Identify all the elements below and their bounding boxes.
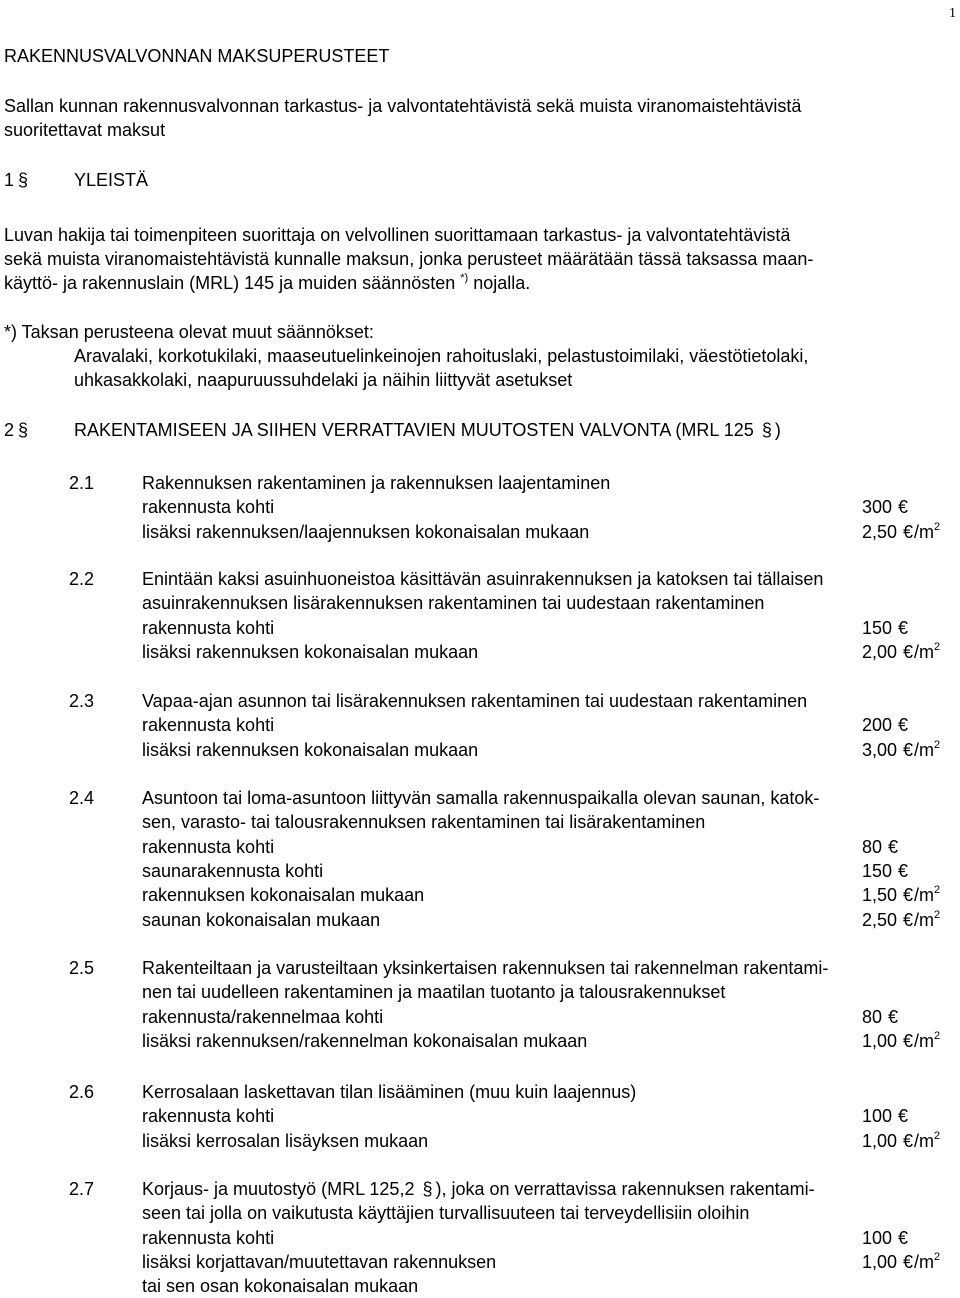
fee-amount: 3,00 [862, 739, 903, 760]
fee-unit: /m [914, 641, 935, 662]
fee-unit: /m [914, 739, 935, 760]
euro-symbol: € [898, 715, 909, 736]
squared-superscript: 2 [934, 640, 941, 653]
fee-item-description-line: nen tai uudelleen rakentaminen ja maatilan tuotanto ja talousrakennukset [142, 982, 726, 1003]
euro-symbol: € [898, 860, 909, 881]
fee-unit: /m [914, 909, 935, 930]
fee-row-value [862, 1129, 940, 1153]
fee-row-value [862, 738, 940, 762]
subtitle-line-2: suoritettavat maksut [4, 120, 166, 140]
fee-item-description-line: Asuntoon tai loma-asuntoon liittyvän samalla rakennuspaikalla olevan saunan, katok- [142, 788, 820, 808]
euro-symbol: € [888, 1006, 899, 1027]
fee-item-description-line: Rakenteiltaan ja varusteiltaan yksinkertaisen rakennuksen tai rakennelman rakentami- [142, 958, 829, 978]
fee-row-value [862, 1104, 909, 1128]
note-line-2: Aravalaki, korkotukilaki, maaseutuelinkeinojen rahoituslaki, pelastustoimilaki, väestötietolaki, [74, 346, 809, 366]
fee-row-value [862, 908, 940, 932]
fee-item-number: 2.7 [69, 1179, 95, 1199]
fee-row-label: lisäksi rakennuksen kokonaisalan mukaan [142, 739, 479, 760]
fee-item-number: 2.6 [69, 1082, 95, 1102]
fee-row-value [862, 1250, 940, 1274]
section-symbol: § [422, 1179, 433, 1199]
fee-row-value [862, 1005, 899, 1029]
subtitle-line-1: Sallan kunnan rakennusvalvonnan tarkastus- ja valvontatehtävistä sekä muista viranomaistehtävistä [4, 96, 802, 116]
section-2-title-close: ) [774, 420, 781, 440]
fee-row-label: saunarakennusta kohti [142, 860, 324, 881]
fee-row-value [862, 713, 909, 737]
fee-row-value [862, 495, 909, 519]
description-text: Korjaus- ja muutostyö (MRL 125,2 [142, 1179, 415, 1199]
fee-item-description-line [142, 1177, 815, 1201]
page-number: 1 [949, 6, 956, 21]
squared-superscript: 2 [934, 884, 941, 897]
fee-item-number: 2.1 [69, 473, 95, 493]
fee-amount: 80 [862, 1006, 888, 1027]
section-1-para-line-3 [4, 271, 530, 295]
fee-unit: /m [914, 1251, 935, 1272]
euro-symbol: € [903, 521, 914, 542]
fee-row-label: lisäksi rakennuksen/rakennelman kokonaisalan mukaan [142, 1030, 588, 1051]
section-1-para-line-1: Luvan hakija tai toimenpiteen suorittaja on velvollinen suorittamaan tarkastus- ja valvontatehtävistä [4, 225, 791, 245]
fee-row-label: rakennusta kohti [142, 617, 275, 638]
euro-symbol: € [903, 641, 914, 662]
euro-symbol: € [903, 909, 914, 930]
section-1-number: 1 [4, 170, 15, 190]
fee-amount: 100 [862, 1227, 898, 1248]
note-line-1: *) Taksan perusteena olevat muut säännökset: [4, 322, 374, 342]
fee-item-description-line: Kerrosalaan laskettavan tilan lisääminen (muu kuin laajennus) [142, 1082, 637, 1102]
section-1-para-line-2: sekä muista viranomaistehtävistä kunnalle maksun, jonka perusteet määrätään tässä taksassa maan- [4, 249, 814, 269]
fee-item-number: 2.3 [69, 691, 95, 711]
euro-symbol: € [888, 836, 899, 857]
description-text: ), joka on verrattavissa rakennuksen rakentami- [435, 1179, 815, 1199]
fee-item-description-line: sen, varasto- tai talousrakennuksen rakentaminen tai lisärakentaminen [142, 812, 706, 833]
fee-row-label: rakennusta kohti [142, 1106, 275, 1127]
fee-amount: 1,50 [862, 885, 903, 906]
fee-row-value [862, 835, 899, 859]
section-symbol: § [18, 170, 29, 190]
squared-superscript: 2 [934, 1129, 941, 1142]
fee-row-value [862, 616, 909, 640]
fee-row-value [862, 520, 940, 544]
fee-amount: 2,50 [862, 909, 903, 930]
fee-row-label: rakennusta kohti [142, 1227, 275, 1248]
fee-item-description-line: Vapaa-ajan asunnon tai lisärakennuksen rakentaminen tai uudestaan rakentaminen [142, 691, 808, 711]
section-symbol: § [761, 420, 772, 440]
squared-superscript: 2 [934, 1250, 941, 1263]
euro-symbol: € [898, 497, 909, 518]
euro-symbol: € [903, 1130, 914, 1151]
fee-amount: 200 [862, 715, 898, 736]
fee-row-value [862, 1226, 909, 1250]
fee-row-label: lisäksi rakennuksen/laajennuksen kokonaisalan mukaan [142, 521, 590, 542]
section-2-title-text: RAKENTAMISEEN JA SIIHEN VERRATTAVIEN MUUTOSTEN VALVONTA (MRL 125 [74, 420, 754, 440]
fee-row-value [862, 1029, 940, 1053]
euro-symbol: € [898, 1106, 909, 1127]
footnote-marker: *) [460, 272, 469, 284]
euro-symbol: € [903, 1251, 914, 1272]
fee-row-label: rakennusta kohti [142, 497, 275, 518]
note-line-3: uhkasakkolaki, naapuruussuhdelaki ja näihin liittyvät asetukset [74, 370, 573, 390]
fee-row-label: rakennusta kohti [142, 836, 275, 857]
fee-row-label: rakennusta kohti [142, 715, 275, 736]
document-title: RAKENNUSVALVONNAN MAKSUPERUSTEET [4, 46, 390, 66]
fee-amount: 150 [862, 617, 898, 638]
fee-item-description-line: Rakennuksen rakentaminen ja rakennuksen laajentaminen [142, 473, 611, 493]
euro-symbol: € [903, 1030, 914, 1051]
euro-symbol: € [898, 617, 909, 638]
fee-unit: /m [914, 1130, 935, 1151]
fee-amount: 2,00 [862, 641, 903, 662]
fee-unit: /m [914, 885, 935, 906]
fee-unit: /m [914, 521, 935, 542]
squared-superscript: 2 [934, 738, 941, 751]
fee-amount: 1,00 [862, 1130, 903, 1151]
fee-amount: 100 [862, 1106, 898, 1127]
fee-item-number: 2.4 [69, 788, 95, 808]
fee-amount: 80 [862, 836, 888, 857]
fee-row-label: rakennusta/rakennelmaa kohti [142, 1006, 384, 1027]
fee-item-number: 2.5 [69, 958, 95, 978]
section-2-title [74, 418, 781, 442]
euro-symbol: € [903, 885, 914, 906]
fee-item-description-line: seen tai jolla on vaikutusta käyttäjien turvallisuuteen tai terveydellisiin oloihin [142, 1203, 750, 1224]
section-symbol: § [18, 420, 29, 440]
section-1-title: YLEISTÄ [74, 170, 149, 190]
fee-row-label: rakennuksen kokonaisalan mukaan [142, 885, 425, 906]
para-line-3-end: nojalla. [473, 273, 531, 293]
fee-row-label: lisäksi kerrosalan lisäyksen mukaan [142, 1130, 429, 1151]
fee-item-number: 2.2 [69, 569, 95, 589]
section-2-number: 2 [4, 420, 15, 440]
fee-row-value [862, 859, 909, 883]
fee-row-label: tai sen osan kokonaisalan mukaan [142, 1276, 419, 1297]
fee-row-label: saunan kokonaisalan mukaan [142, 909, 381, 930]
squared-superscript: 2 [934, 908, 941, 921]
euro-symbol: € [898, 1227, 909, 1248]
fee-row-label: lisäksi rakennuksen kokonaisalan mukaan [142, 641, 479, 662]
para-line-3-text: käyttö- ja rakennuslain (MRL) 145 ja muiden säännösten [4, 273, 456, 293]
fee-row-label: lisäksi korjattavan/muutettavan rakennuksen [142, 1251, 497, 1272]
euro-symbol: € [903, 739, 914, 760]
fee-amount: 2,50 [862, 521, 903, 542]
fee-amount: 1,00 [862, 1251, 903, 1272]
squared-superscript: 2 [934, 520, 941, 533]
fee-unit: /m [914, 1030, 935, 1051]
fee-item-description-line: asuinrakennuksen lisärakennuksen rakentaminen tai uudestaan rakentaminen [142, 593, 765, 614]
fee-amount: 1,00 [862, 1030, 903, 1051]
fee-row-value [862, 640, 940, 664]
fee-item-description-line: Enintään kaksi asuinhuoneistoa käsittävän asuinrakennuksen ja katoksen tai tällaisen [142, 569, 824, 589]
fee-amount: 300 [862, 497, 898, 518]
fee-row-value [862, 883, 940, 907]
squared-superscript: 2 [934, 1029, 941, 1042]
fee-amount: 150 [862, 860, 898, 881]
